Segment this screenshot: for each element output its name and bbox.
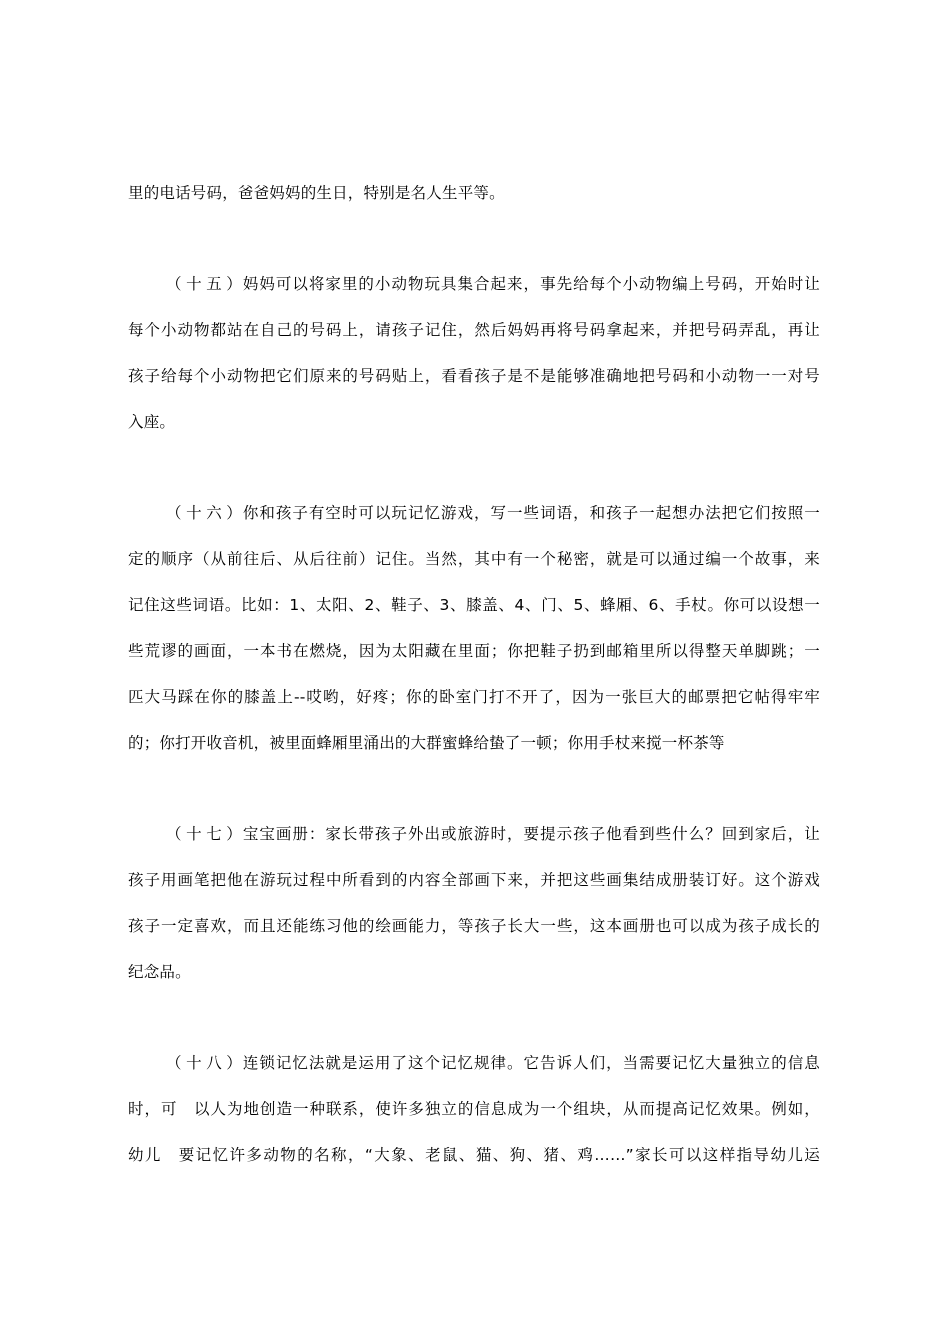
paragraph-line: 些荒谬的画面，一本书在燃烧，因为太阳藏在里面；你把鞋子扔到邮箱里所以得整天单脚跳；一 xyxy=(128,642,820,660)
paragraph-line: 宝宝画册：家长带孩子外出或旅游时，要提示孩子他看到些什么？回到家后，让 xyxy=(242,825,820,843)
paragraph-line: 你和孩子有空时可以玩记忆游戏，写一些词语，和孩子一起想办法把它们按照一 xyxy=(242,504,820,522)
paragraph-line: 每个小动物都站在自己的号码上，请孩子记住，然后妈妈再将号码拿起来，并把号码弄乱，再让 xyxy=(128,321,820,339)
paragraph-first-line xyxy=(166,823,820,845)
paragraph-line: 时，可 以人为地创造一种联系，使许多独立的信息成为一个组块，从而提高记忆效果。例如， xyxy=(128,1100,820,1118)
paragraph-first-line xyxy=(166,1052,820,1074)
paragraph-line: 孩子用画笔把他在游玩过程中所看到的内容全部画下来，并把这些画集结成册装订好。这个游戏 xyxy=(128,871,820,889)
paragraph-line: 妈妈可以将家里的小动物玩具集合起来，事先给每个小动物编上号码，开始时让 xyxy=(242,275,820,293)
paragraph-line: 幼儿 要记忆许多动物的名称，“大象、老鼠、猫、狗、猪、鸡……”家长可以这样指导幼儿运 xyxy=(128,1146,820,1164)
paragraph-line: 记住这些词语。比如：1、太阳、2、鞋子、3、膝盖、4、门、5、蜂厢、6、手杖。你可以设想一 xyxy=(128,596,820,614)
paragraph-line: 孩子一定喜欢，而且还能练习他的绘画能力，等孩子长大一些，这本画册也可以成为孩子成长的 xyxy=(128,917,820,935)
paragraph-line: 连锁记忆法就是运用了这个记忆规律。它告诉人们，当需要记忆大量独立的信息 xyxy=(242,1054,820,1072)
paragraph-line: 定的顺序（从前往后、从后往前）记住。当然，其中有一个秘密，就是可以通过编一个故事，来 xyxy=(128,550,820,568)
paragraph-first-line xyxy=(166,273,820,295)
paragraph-number: （十五） xyxy=(166,275,242,293)
paragraph-line: 里的电话号码，爸爸妈妈的生日，特别是名人生平等。 xyxy=(128,184,505,202)
paragraph-first-line xyxy=(166,502,820,524)
paragraph-number: （十八） xyxy=(166,1054,242,1072)
paragraph-line: 纪念品。 xyxy=(128,963,191,981)
paragraph-line: 入座。 xyxy=(128,413,176,431)
paragraph-line: 的；你打开收音机，被里面蜂厢里涌出的大群蜜蜂给蛰了一顿；你用手杖来搅一杯茶等 xyxy=(128,734,725,752)
paragraph-number: （十七） xyxy=(166,825,242,843)
paragraph-line: 孩子给每个小动物把它们原来的号码贴上，看看孩子是不是能够准确地把号码和小动物一一对号 xyxy=(128,367,820,385)
paragraph-line: 匹大马踩在你的膝盖上--哎哟，好疼；你的卧室门打不开了，因为一张巨大的邮票把它帖得牢牢 xyxy=(128,688,820,706)
paragraph-number: （十六） xyxy=(166,504,242,522)
